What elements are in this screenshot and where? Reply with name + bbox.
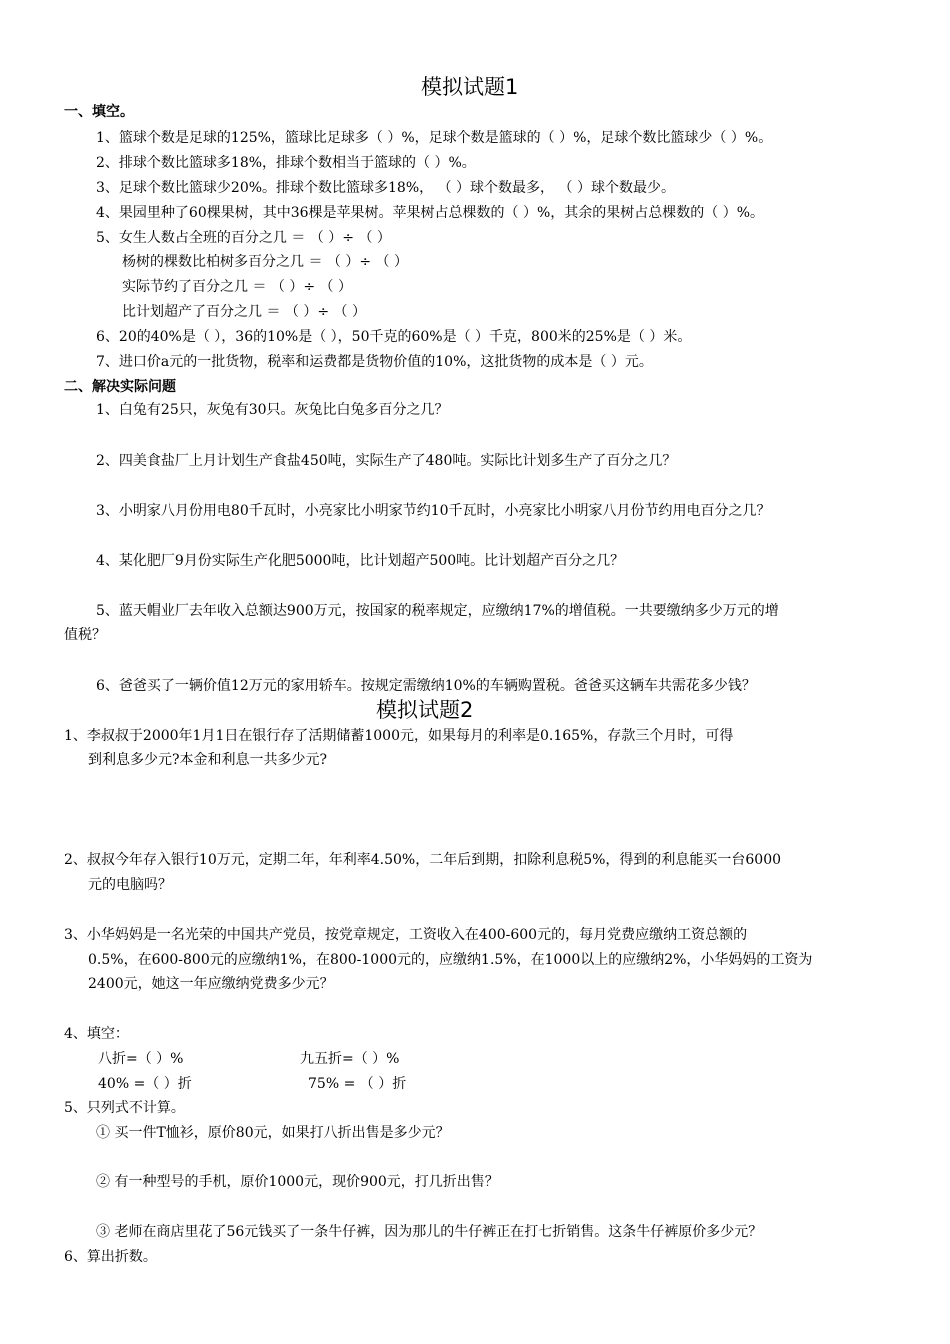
exam2-question-5-item-1: ① 买一件T恤衫，原价80元，如果打八折出售是多少元？ <box>96 1125 450 1141</box>
problem-1: 1、白兔有25只，灰兔有30只。灰兔比白兔多百分之几？ <box>96 402 449 418</box>
exam2-title: 模拟试题2 <box>376 698 474 722</box>
section-fill-blank-heading: 一、填空。 <box>64 104 134 120</box>
discount-blank-4: 75% = （ ）折 <box>308 1076 407 1092</box>
problem-6: 6、爸爸买了一辆价值12万元的家用轿车。按规定需缴纳10%的车辆购置税。爸爸买这辆车共需花多少钱？ <box>96 678 756 694</box>
discount-blank-1: 八折=（ ）% <box>98 1051 184 1067</box>
exam2-question-3-cont2: 2400元，她这一年应缴纳党费多少元？ <box>88 976 334 992</box>
fill-question-5d: 比计划超产了百分之几 ＝ （ ）÷ （ ） <box>122 304 366 320</box>
exam2-question-3-cont: 0.5%，在600-800元的应缴纳1%，在800-1000元的，应缴纳1.5%，在1000以上的应缴纳2%，小华妈妈的工资为 <box>88 952 813 968</box>
problem-5-cont: 值税？ <box>64 627 106 643</box>
fill-question-5: 5、女生人数占全班的百分之几 ＝ （ ）÷ （ ） <box>96 230 391 246</box>
fill-question-3: 3、足球个数比篮球少20%。排球个数比篮球多18%， （ ）球个数最多， （ ）球个数最少。 <box>96 180 675 196</box>
section-problems-heading: 二、解决实际问题 <box>64 379 176 395</box>
problem-4: 4、某化肥厂9月份实际生产化肥5000吨，比计划超产500吨。比计划超产百分之几？ <box>96 553 625 569</box>
exam2-question-6: 6、算出折数。 <box>64 1249 157 1265</box>
exam2-question-2-cont: 元的电脑吗？ <box>88 877 172 893</box>
fill-question-2: 2、排球个数比篮球多18%，排球个数相当于篮球的（ ）%。 <box>96 155 476 171</box>
discount-blank-3: 40% =（ ）折 <box>98 1076 192 1092</box>
problem-3: 3、小明家八月份用电80千瓦时，小亮家比小明家节约10千瓦时，小亮家比小明家八月份节约用电百分之几？ <box>96 503 771 519</box>
exam2-question-5: 5、只列式不计算。 <box>64 1100 185 1116</box>
exam2-question-2: 2、叔叔今年存入银行10万元，定期二年，年利率4.50%，二年后到期，扣除利息税5%，得到的利息能买一台6000 <box>64 852 782 868</box>
fill-question-5c: 实际节约了百分之几 ＝ （ ）÷ （ ） <box>122 279 352 295</box>
exam2-question-1-cont: 到利息多少元?本金和利息一共多少元? <box>88 752 328 768</box>
exam2-question-3: 3、小华妈妈是一名光荣的中国共产党员，按党章规定，工资收入在400-600元的，每月党费应缴纳工资总额的 <box>64 927 748 943</box>
exam2-question-5-item-2: ② 有一种型号的手机，原价1000元，现价900元，打几折出售？ <box>96 1174 499 1190</box>
fill-question-5b: 杨树的棵数比柏树多百分之几 ＝ （ ）÷ （ ） <box>122 254 408 270</box>
problem-5: 5、蓝天帽业厂去年收入总额达900万元，按国家的税率规定，应缴纳17%的增值税。一共要缴纳多少万元的增 <box>96 603 779 619</box>
exam2-question-1: 1、李叔叔于2000年1月1日在银行存了活期储蓄1000元，如果每月的利率是0.165%，存款三个月时，可得 <box>64 728 734 744</box>
fill-question-7: 7、进口价a元的一批货物，税率和运费都是货物价值的10%，这批货物的成本是（ ）元。 <box>96 354 653 370</box>
exam2-question-4: 4、填空： <box>64 1026 129 1042</box>
exam2-question-5-item-3: ③ 老师在商店里花了56元钱买了一条牛仔裤，因为那儿的牛仔裤正在打七折销售。这条牛仔裤原价多少元？ <box>96 1224 763 1240</box>
discount-blank-2: 九五折=（ ）% <box>300 1051 400 1067</box>
fill-question-4: 4、果园里种了60棵果树，其中36棵是苹果树。苹果树占总棵数的（ ）%，其余的果树占总棵数的（ ）%。 <box>96 205 765 221</box>
fill-question-1: 1、篮球个数是足球的125%，篮球比足球多（ ）%，足球个数是篮球的（ ）%，足球个数比篮球少（ ）%。 <box>96 130 773 146</box>
exam1-title: 模拟试题1 <box>421 75 519 99</box>
problem-2: 2、四美食盐厂上月计划生产食盐450吨，实际生产了480吨。实际比计划多生产了百分之几？ <box>96 453 677 469</box>
fill-question-6: 6、20的40%是（ ），36的10%是（ ），50千克的60%是（ ）千克，800米的25%是（ ）米。 <box>96 329 692 345</box>
